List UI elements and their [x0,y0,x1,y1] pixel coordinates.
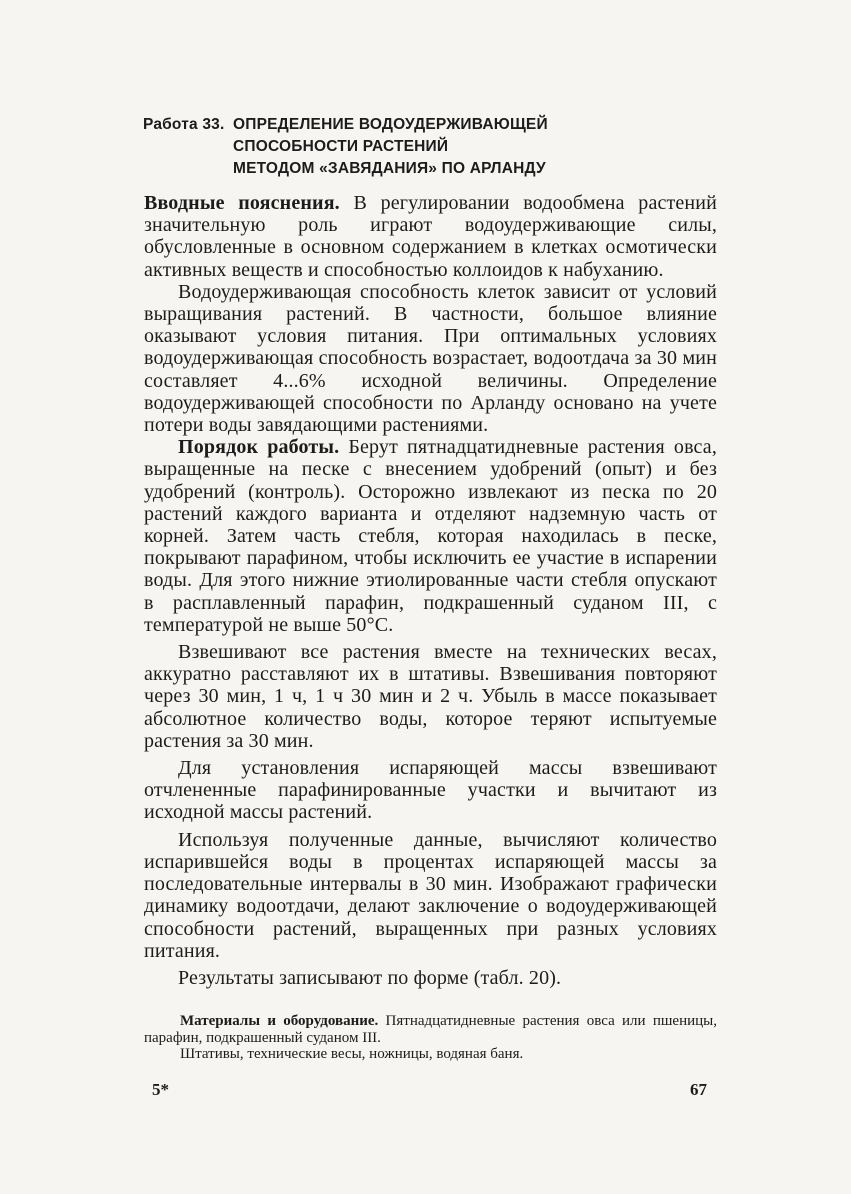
paragraph-conditions: Водоудерживающая способность клеток зависит от условий выращивания растений. В частности, большое влияние оказывают условия питания. При оптимальных условиях водоудерживающая способность возрастает, водоотдача за 30 мин составляет 4...6% исходной величины. Определение водоудерживающей способности по Арланду основано на учете потери воды завядающими растениями. [144,280,717,437]
procedure-text: Берут пятнадцатидневные растения овса, выращенные на песке с внесением удобрений (опыт) и без удобрений (контроль). Осторожно извлекают из песка по 20 растений каждого варианта и отделяют надземную часть от корней. Затем часть стебля, которая находилась в песке, покрывают парафином, чтобы исключить ее участие в испарении воды. Для этого нижние этиолированные части стебля опускают в расплавленный парафин, подкрашенный суданом III, с температурой не выше 50°С. [144,436,717,636]
paragraph-evaporating-mass: Для установления испаряющей массы взвешивают отчлененные парафинированные участки и вычитают из исходной массы растений. [144,757,717,824]
equipment-line: Штативы, технические весы, ножницы, водяная баня. [180,1046,524,1062]
work-number: Работа 33. [143,116,225,133]
body-text [144,192,717,989]
procedure-lead: Порядок работы. [178,436,340,459]
paragraph-results: Результаты записывают по форме (табл. 20). [178,966,562,989]
title-line-3: МЕТОДОМ «ЗАВЯДАНИЯ» ПО АРЛАНДУ [233,160,546,177]
title-line-1: ОПРЕДЕЛЕНИЕ ВОДОУДЕРЖИВАЮЩЕЙ [233,116,548,133]
procedure-paragraph [144,436,717,636]
page-number: 67 [690,1080,707,1099]
title-line-2: СПОСОБНОСТИ РАСТЕНИЙ [233,138,449,155]
materials-lead: Материалы и оборудование. [180,1013,379,1029]
materials-section [144,1013,717,1063]
signature-mark: 5* [152,1080,169,1099]
intro-text: В регулировании водообмена растений значительную роль играют водоудерживающие силы, обусловленные в основном содержанием в клетках осмотически активных веществ и способностью коллоидов к набуханию. [144,192,717,281]
intro-lead: Вводные пояснения. [144,192,340,214]
intro-paragraph [144,192,717,281]
materials-paragraph [144,1013,717,1046]
paragraph-weighing: Взвешивают все растения вместе на технических весах, аккуратно расставляют их в штативы. Взвешивания повторяют через 30 мин, 1 ч, 1 ч 30 мин и 2 ч. Убыль в массе показывает абсолютное количество воды, которое теряют испытуемые растения за 30 мин. [144,641,717,752]
materials-text: Пятнадцатидневные растения овса или пшеницы, парафин, подкрашенный суданом III. [144,1013,717,1046]
paragraph-calculation: Используя полученные данные, вычисляют количество испарившейся воды в процентах испаряющей массы за последовательные интервалы в 30 мин. Изображают графически динамику водоотдачи, делают заключение о водоудерживающей способности растений, выращенных при разных условиях питания. [144,828,717,962]
work-title [233,114,713,180]
